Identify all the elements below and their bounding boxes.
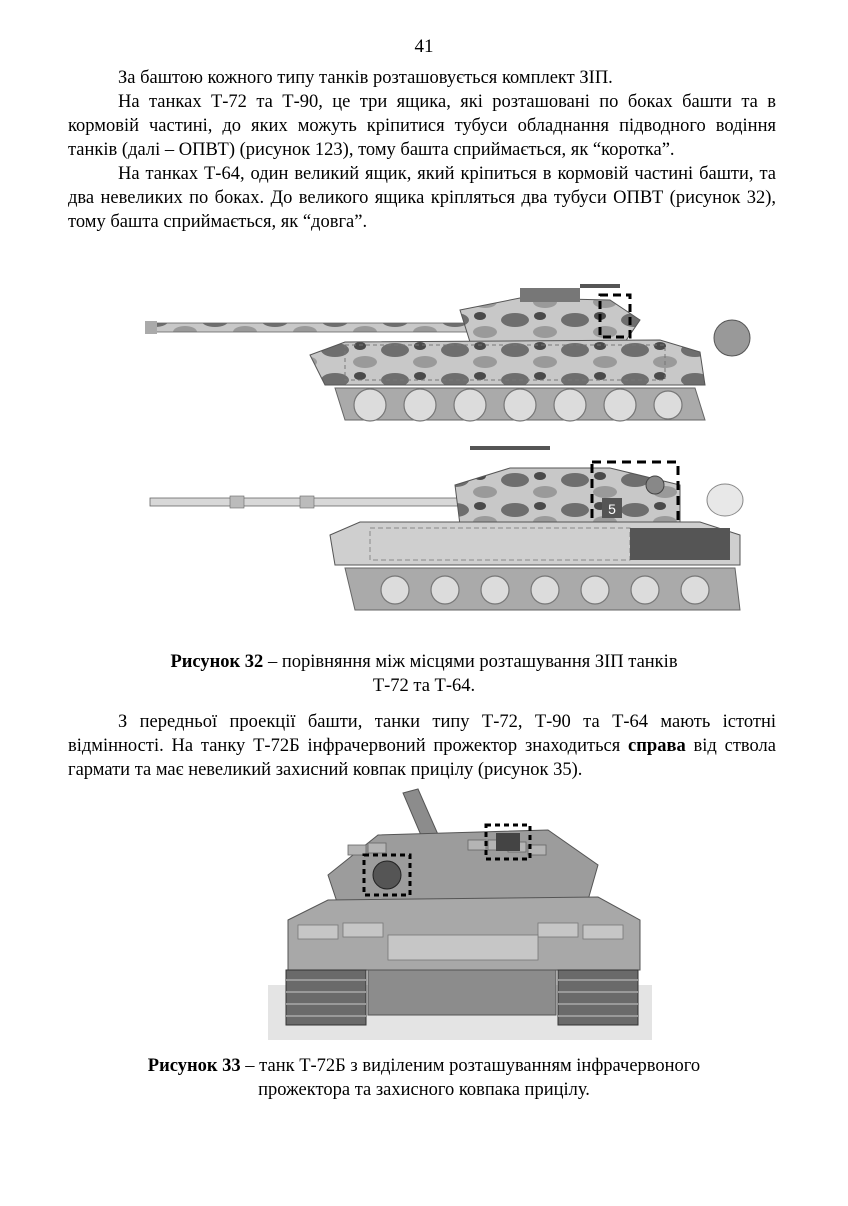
figure-32-caption-line1: – порівняння між місцями розташування ЗІП танків bbox=[263, 652, 678, 672]
t72-side-view-image bbox=[140, 280, 760, 455]
turret-number: 5 bbox=[608, 501, 616, 517]
paragraph-3: На танках Т-64, один великий ящик, який кріпиться в кормовій частині башти, та два невеликих по боках. До великого ящика кріпляться два тубуси ОПВТ (рисунок 32), тому башта сприймається, як “довга”. bbox=[68, 164, 776, 232]
t64-side-view-image bbox=[140, 440, 760, 625]
paragraph-1: За баштою кожного типу танків розташовується комплект ЗІП. bbox=[118, 68, 613, 88]
paragraph-2: На танках Т-72 та Т-90, це три ящика, які розташовані по боках башти та в кормовій частині, до яких можуть кріпитися тубуси обладнання підводного водіння танків (далі – ОПВТ) (рисунок 123), тому башта сприймається, як “коротка”. bbox=[68, 92, 776, 160]
intro-text bbox=[68, 66, 776, 234]
figure-32-caption-line2: Т-72 та Т-64. bbox=[372, 676, 476, 696]
figure-32-label: Рисунок 32 bbox=[170, 652, 264, 672]
paragraph-4-end: від ствола гармати та має невеликий захисний ковпак прицілу (рисунок 35). bbox=[68, 736, 776, 780]
figure-33-caption-line1: – танк Т-72Б з виділеним розташуванням інфрачервоного bbox=[240, 1056, 701, 1076]
paragraph-4 bbox=[68, 710, 776, 782]
paragraph-4-start: З передньої проекції башти, танки типу Т-72, Т-90 та Т-64 мають істотні відмінності. На танку Т-72Б інфрачервоний прожектор знаходиться bbox=[68, 712, 776, 756]
figure-33-caption-line2: прожектора та захисного ковпака прицілу. bbox=[258, 1080, 590, 1100]
figure-33-caption bbox=[0, 1054, 848, 1102]
figure-32-caption bbox=[0, 650, 848, 698]
page-number: 41 bbox=[414, 36, 434, 57]
middle-text bbox=[68, 710, 776, 782]
t72b-front-view-image bbox=[268, 785, 652, 1040]
paragraph-4-bold: справа bbox=[628, 736, 686, 756]
figure-33-label: Рисунок 33 bbox=[147, 1056, 241, 1076]
